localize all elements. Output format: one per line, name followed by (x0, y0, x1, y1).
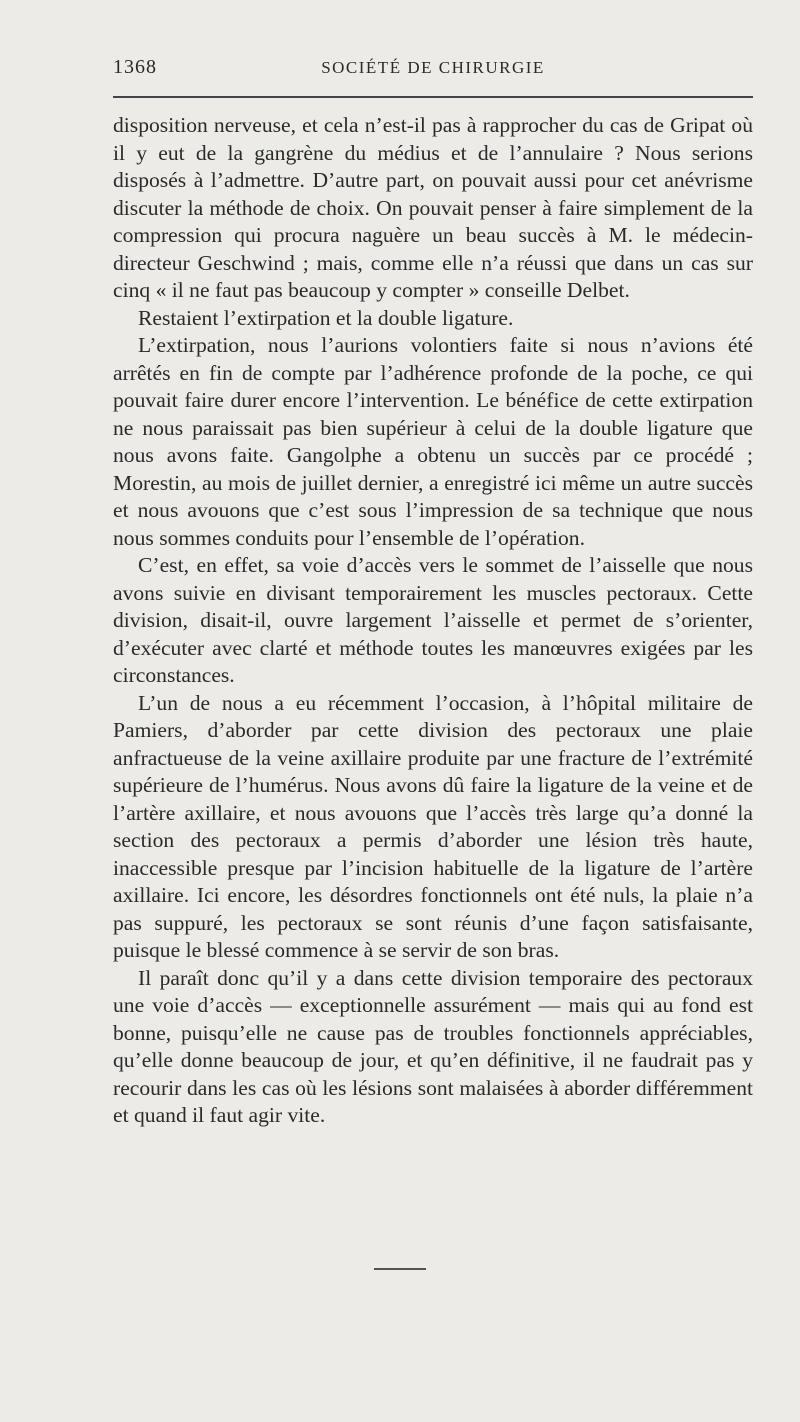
paragraph: C’est, en effet, sa voie d’accès vers le sommet de l’aisselle que nous avons suivie en divisant temporairement les muscles pectoraux. Cette division, disait-il, ouvre largement l’aisselle et permet de s’orienter, d’exécuter avec clarté et méthode toutes les manœuvres exigées par les circonstances. (113, 553, 753, 687)
paragraph: L’extirpation, nous l’aurions volontiers faite si nous n’avions été arrêtés en fin de compte par l’adhérence profonde de la poche, ce qui pouvait faire durer encore l’intervention. Le bénéfice de cette extirpation ne nous paraissait pas bien supérieur à celui de la double ligature que nous avons faite. Gangolphe a obtenu un succès par ce procédé ; Morestin, au mois de juillet dernier, a enregistré ici même un autre succès et nous avouons que c’est sous l’impression de sa technique que nous nous sommes conduits pour l’ensemble de l’opération. (113, 333, 753, 550)
journal-title: SOCIÉTÉ DE CHIRURGIE (321, 58, 545, 77)
body-text (113, 112, 753, 1130)
page-number: 1368 (113, 56, 157, 78)
header-rule (113, 96, 753, 98)
running-head (113, 56, 753, 86)
paragraph-continued: disposition nerveuse, et cela n’est-il pas à rapprocher du cas de Gripat où il y eut de la gangrène du médius et de l’annulaire ? Nous serions disposés à l’admettre. D’autre part, on pouvait aussi pour cet anévrisme discuter la méthode de choix. On pouvait penser à faire simplement de la compression qui procura naguère un beau succès à M. le médecin-directeur Geschwind ; mais, comme elle n’a réussi que dans un cas sur cinq « il ne faut pas beaucoup y compter » conseille Delbet. (113, 113, 753, 302)
section-end-rule (374, 1268, 426, 1270)
paragraph: L’un de nous a eu récemment l’occasion, à l’hôpital militaire de Pamiers, d’aborder par cette division des pectoraux une plaie anfractueuse de la veine axillaire produite par une fracture de l’extrémité supérieure de l’humérus. Nous avons dû faire la ligature de la veine et de l’artère axillaire, et nous avouons que l’accès très large qu’a donné la section des pectoraux a permis d’aborder une lésion très haute, inaccessible presque par l’incision habituelle de la ligature de l’artère axillaire. Ici encore, les désordres fonctionnels ont été nuls, la plaie n’a pas suppuré, les pectoraux se sont réunis d’une façon satisfaisante, puisque le blessé commence à se servir de son bras. (113, 690, 753, 962)
paragraph: Il paraît donc qu’il y a dans cette division temporaire des pectoraux une voie d’accès — exceptionnelle assurément — mais qui au fond est bonne, puisqu’elle ne cause pas de troubles fonctionnels appréciables, qu’elle donne beaucoup de jour, et qu’en définitive, il ne faudrait pas y recourir dans les cas où les lésions sont malaisées à aborder différemment et quand il faut agir vite. (113, 965, 753, 1127)
paragraph: Restaient l’extirpation et la double ligature. (138, 305, 514, 330)
